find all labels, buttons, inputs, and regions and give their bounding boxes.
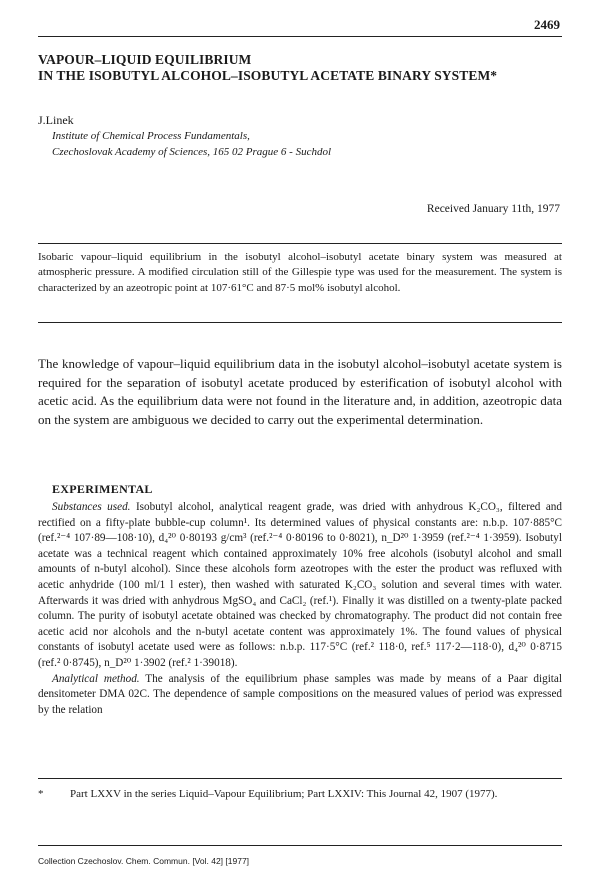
title-line-2: IN THE ISOBUTYL ALCOHOL–ISOBUTYL ACETATE BINARY SYSTEM* xyxy=(38,68,498,83)
footnote-text: Part LXXV in the series Liquid–Vapour Equilibrium; Part LXXIV: This Journal 42, 1907 (1977). xyxy=(70,788,498,800)
author: J.Linek xyxy=(38,113,74,127)
article-title xyxy=(38,52,562,84)
substances-text: Isobutyl alcohol, analytical reagent grade, was dried with anhydrous K₂CO₃, filtered and rectified on a fifty-plate bubble-cup column¹. Its determined values of physical constants are: n.b.p. 107·885°C (ref.²⁻⁴ 107·89—108·10), d₄²⁰ 0·80193 g/cm³ (ref.²⁻⁴ 0·80196 to 0·8021), n_D²⁰ 1·3959 (ref.²⁻⁴ 1·3959). Isobutyl acetate was a technical reagent which contained approximately 10% free alcohols (isobutyl alcohol and small amounts of n-butyl alcohol). Since these alcohols form azeotropes with the ester the product was refluxed with acetic anhydride (100 ml/1 l ester), then washed with saturated K₂CO₃ solution and several times with water. Afterwards it was dried with anhydrous MgSO₄ and CaCl₂ (ref.¹). Finally it was distilled on a twenty-plate packed column. The purity of isobutyl acetate obtained was checked by chromatography. The product did not contain free acetic acid nor alcohols and the n-butyl acetate content was approximately 1%. The found values of physical constants of isobutyl acetate used were as follows: n.b.p. 117·5°C (ref.² 118·0, ref.⁵ 117·2—118·0), d₄²⁰ 0·8715 (ref.² 0·8745), n_D²⁰ 1·3902 (ref.² 1·39018). xyxy=(38,501,562,669)
substances-paragraph xyxy=(38,500,562,672)
affiliation-line-1: Institute of Chemical Process Fundamentals, xyxy=(52,130,250,142)
received-date: Received January 11th, 1977 xyxy=(426,203,560,215)
experimental-body xyxy=(38,500,562,718)
substances-lead: Substances used. xyxy=(52,501,131,513)
top-rule xyxy=(38,36,562,37)
analytical-text: The analysis of the equilibrium phase samples was made by means of a Paar digital densitometer DMA 02C. The dependence of sample compositions on the measured values of period was expressed by the relation xyxy=(38,672,562,716)
footnote-marker: * xyxy=(38,788,44,800)
affiliation-line-2: Czechoslovak Academy of Sciences, 165 02 Prague 6 - Suchdol xyxy=(52,146,332,158)
abstract-bottom-rule xyxy=(38,322,562,323)
section-heading-experimental: EXPERIMENTAL xyxy=(52,482,153,496)
page-number: 2469 xyxy=(534,17,560,32)
footnote xyxy=(38,787,562,802)
abstract: Isobaric vapour–liquid equilibrium in the isobutyl alcohol–isobutyl acetate binary system was measured at atmospheric pressure. A modified circulation still of the Gillespie type was used for the measurement. The system is characterized by an azeotropic point at 107·61°C and 87·5 mol% isobutyl alcohol. xyxy=(38,251,562,294)
title-line-1: VAPOUR–LIQUID EQUILIBRIUM xyxy=(38,52,252,67)
analytical-lead: Analytical method. xyxy=(52,672,140,685)
introduction-paragraph: The knowledge of vapour–liquid equilibrium data in the isobutyl alcohol–isobutyl acetate system is required for the separation of isobutyl acetate produced by esterification of isobutyl alcohol with acetic acid. As the equilibrium data were not found in the literature and, in addition, azeotropic data on the system are ambiguous we decided to carry out the experimental determination. xyxy=(38,356,562,427)
affiliation xyxy=(52,128,331,160)
journal-footer: Collection Czechoslov. Chem. Commun. [Vol. 42] [1977] xyxy=(38,856,250,866)
footer-rule xyxy=(38,845,562,846)
abstract-top-rule xyxy=(38,243,562,244)
footnote-rule xyxy=(38,778,562,779)
analytical-paragraph xyxy=(38,672,562,719)
